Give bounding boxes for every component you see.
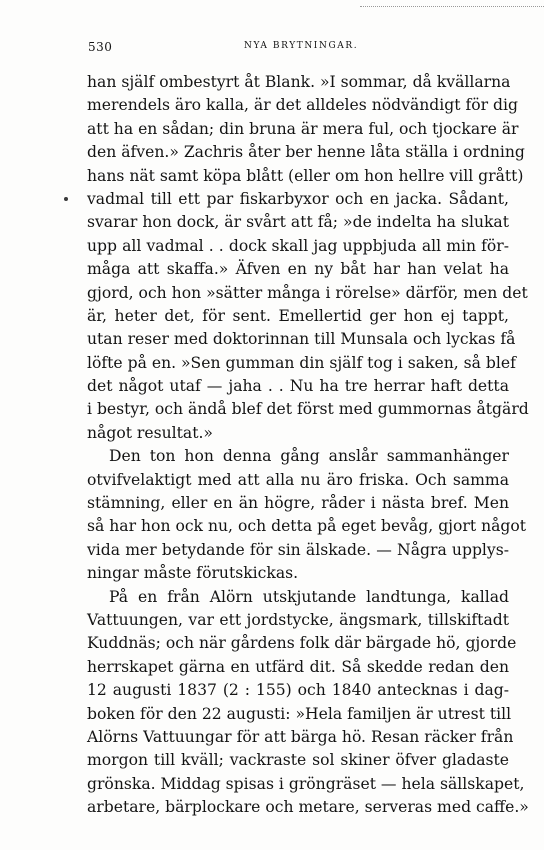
margin-mark <box>64 197 68 201</box>
text-line: grönska. Middag spisas i gröngräset — hela sällskapet, <box>87 774 525 793</box>
text-line: den äfven.» Zachris åter ber henne låta ställa i ordning <box>87 143 525 162</box>
text-line: att ha en sådan; din bruna är mera ful, och tjockare är <box>87 119 519 138</box>
page-header <box>88 40 508 56</box>
text-line: Vattuungen, var ett jordstycke, ängsmark, tillskiftadt <box>87 610 509 629</box>
text-line: han själf ombestyrt åt Blank. »I sommar, då kvällarna <box>87 73 511 91</box>
body-text <box>87 71 529 820</box>
text-line: något resultat.» <box>87 423 213 442</box>
text-line: stämning, eller en än högre, råder i nästa bref. Men <box>87 494 509 513</box>
text-line: upp all vadmal . . dock skall jag uppbjuda all min för- <box>87 236 509 255</box>
text-line: gjord, och hon »sätter många i rörelse» därför, men det <box>87 283 528 302</box>
text-line: svarar hon dock, är svårt att få; »de indelta ha slukat <box>87 213 509 232</box>
text-line: På en från Alörn utskjutande landtunga, kallad <box>109 587 509 606</box>
text-line: utan reser med doktorinnan till Munsala och lyckas få <box>87 330 516 349</box>
text-line: så har hon ock nu, och detta på eget bevåg, gjort något <box>87 517 527 536</box>
text-line: merendels äro kalla, är det alldeles nödvändigt för dig <box>87 96 518 115</box>
text-line: boken för den 22 augusti: »Hela familjen är utrest till <box>87 704 512 723</box>
text-line: 12 augusti 1837 (2 : 155) och 1840 antecknas i dag- <box>87 681 509 700</box>
text-line: det något utaf — jaha . . Nu ha tre herrar haft detta <box>87 377 509 396</box>
text-line: herrskapet gärna en utfärd dit. Så skedde redan den <box>87 657 509 676</box>
text-line: hans nät samt köpa blått (eller om hon hellre vill grått) <box>87 166 524 185</box>
text-line: vadmal till ett par fiskarbyxor och en jacka. Sådant, <box>87 189 509 208</box>
text-line: ningar måste förutskickas. <box>87 564 299 583</box>
text-line: i bestyr, och ändå blef det först med gummornas åtgärd <box>87 400 529 419</box>
text-line: Alörns Vattuungar för att bärga hö. Resan räcker från <box>87 727 514 746</box>
text-line: arbetare, bärplockare och metare, serveras med caffe.» <box>87 798 529 817</box>
text-line: är, heter det, för sent. Emellertid ger hon ej tappt, <box>87 306 509 325</box>
text-line: löfte på en. »Sen gumman din själf tog i saken, så blef <box>87 353 516 372</box>
page-edge-rule <box>360 6 544 7</box>
text-line: vida mer betydande för sin älskade. — Några upplys- <box>87 540 509 559</box>
text-line: otvifvelaktigt med att alla nu äro friska. Och samma <box>87 470 509 489</box>
text-line: måga att skaffa.» Äfven en ny båt har han velat ha <box>87 260 509 279</box>
page-number: 530 <box>88 40 113 54</box>
text-line: morgon till kväll; vackraste sol skiner öfver gladaste <box>87 751 509 770</box>
text-line: Den ton hon denna gång anslår sammanhänger <box>109 447 509 466</box>
text-line: Kuddnäs; och när gårdens folk där bärgade hö, gjorde <box>87 634 517 653</box>
running-title: NYA BRYTNINGAR. <box>244 41 359 51</box>
